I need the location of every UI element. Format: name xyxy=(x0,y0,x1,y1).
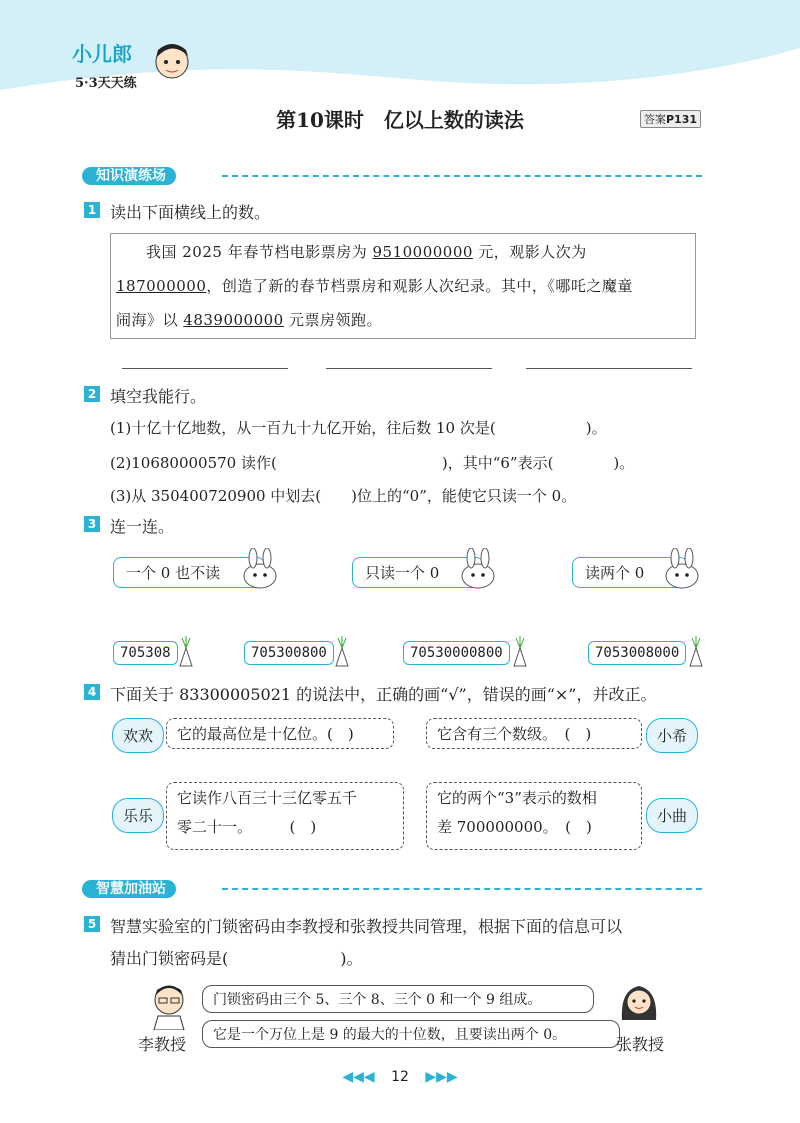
number-card[interactable]: 705308 xyxy=(113,641,178,665)
statement-box[interactable] xyxy=(166,782,404,850)
passage-line: 187000000，创造了新的春节档票房和观影人次纪录。其中，《哪吒之魔童 xyxy=(116,277,633,295)
statement-box[interactable]: 它含有三个数级。 ( ) xyxy=(426,718,642,749)
student-name: 欢欢 xyxy=(112,718,164,753)
answer-blank[interactable] xyxy=(326,368,492,369)
number-card[interactable]: 705300800 xyxy=(244,641,334,665)
statement-line: 它读作八百三十三亿零五千 xyxy=(177,789,358,807)
question-number: 5 xyxy=(84,916,100,932)
next-arrows-icon: ▶▶▶ xyxy=(425,1069,458,1085)
section-label: 智慧加油站 xyxy=(82,880,176,898)
statement-box[interactable] xyxy=(426,782,642,850)
bunny-icon xyxy=(662,548,702,590)
statement-line: 它的两个“3”表示的数相 xyxy=(437,789,597,807)
carrot-icon xyxy=(686,636,706,668)
category-bubble[interactable]: 一个 0 也不读 xyxy=(113,557,265,588)
professor-zhang-icon xyxy=(616,980,662,1034)
bunny-icon xyxy=(458,548,498,590)
question-number: 3 xyxy=(84,516,100,532)
brand-series: 5·3天天练 xyxy=(75,76,137,91)
number-card[interactable]: 70530000800 xyxy=(403,641,510,665)
speech-bubble: 它是一个万位上是 9 的最大的十位数，且要读出两个 0。 xyxy=(202,1020,620,1048)
statement-box[interactable]: 它的最高位是十亿位。( ) xyxy=(166,718,394,749)
question-number: 1 xyxy=(84,202,100,218)
student-name: 乐乐 xyxy=(112,798,164,833)
question-number: 2 xyxy=(84,386,100,402)
section-header-challenge xyxy=(82,878,176,898)
carrot-icon xyxy=(510,636,530,668)
page-title: 第10课时 亿以上数的读法 xyxy=(276,108,524,132)
section-header-practice xyxy=(82,165,176,185)
fill-item[interactable]: (3)从 350400720900 中划去( )位上的“0”，能使它只读一个 0。 xyxy=(110,487,577,505)
number-card[interactable]: 7053008000 xyxy=(588,641,686,665)
bunny-icon xyxy=(240,548,280,590)
statement-line: 差 700000000。 ( ) xyxy=(437,818,592,836)
carrot-icon xyxy=(176,636,196,668)
professor-name: 李教授 xyxy=(138,1035,187,1054)
brand-logo: 小儿郎 xyxy=(72,42,132,66)
section-divider xyxy=(222,888,702,890)
question-prompt: 读出下面横线上的数。 xyxy=(110,203,271,222)
passage-line: 我国 2025 年春节档电影票房为 9510000000 元，观影人次为 xyxy=(146,243,587,261)
boy-mascot-icon xyxy=(150,40,194,90)
student-name: 小曲 xyxy=(646,798,698,833)
answer-blank[interactable] xyxy=(122,368,288,369)
page-number: 12 xyxy=(391,1069,409,1085)
category-bubble[interactable]: 只读一个 0 xyxy=(352,557,484,588)
prev-arrows-icon: ◀◀◀ xyxy=(342,1069,375,1085)
section-label: 知识演练场 xyxy=(82,167,176,185)
category-bubble[interactable]: 读两个 0 xyxy=(572,557,688,588)
question-text: 智慧实验室的门锁密码由李教授和张教授共同管理，根据下面的信息可以 xyxy=(110,917,623,936)
page-footer xyxy=(0,1069,800,1085)
student-name: 小希 xyxy=(646,718,698,753)
question-prompt: 下面关于 83300005021 的说法中，正确的画“√”，错误的画“×”，并改正。 xyxy=(110,685,657,704)
carrot-icon xyxy=(332,636,352,668)
fill-item[interactable]: (1)十亿十亿地数，从一百九十九亿开始，往后数 10 次是( )。 xyxy=(110,419,607,437)
fill-item[interactable]: (2)10680000570 读作( )，其中“6”表示( )。 xyxy=(110,454,635,472)
professor-li-icon xyxy=(146,980,192,1030)
passage-line: 闹海》以 4839000000 元票房领跑。 xyxy=(116,311,382,329)
speech-bubble: 门锁密码由三个 5、三个 8、三个 0 和一个 9 组成。 xyxy=(202,985,594,1013)
question-prompt: 填空我能行。 xyxy=(110,387,207,406)
question-number: 4 xyxy=(84,684,100,700)
statement-line: 零二十一。 ( ) xyxy=(177,818,317,836)
answer-ref: 答案P131 xyxy=(640,110,701,128)
question-text[interactable]: 猜出门锁密码是( )。 xyxy=(110,949,363,968)
section-divider xyxy=(222,175,702,177)
question-prompt: 连一连。 xyxy=(110,517,175,536)
answer-blank[interactable] xyxy=(526,368,692,369)
professor-name: 张教授 xyxy=(616,1035,665,1054)
